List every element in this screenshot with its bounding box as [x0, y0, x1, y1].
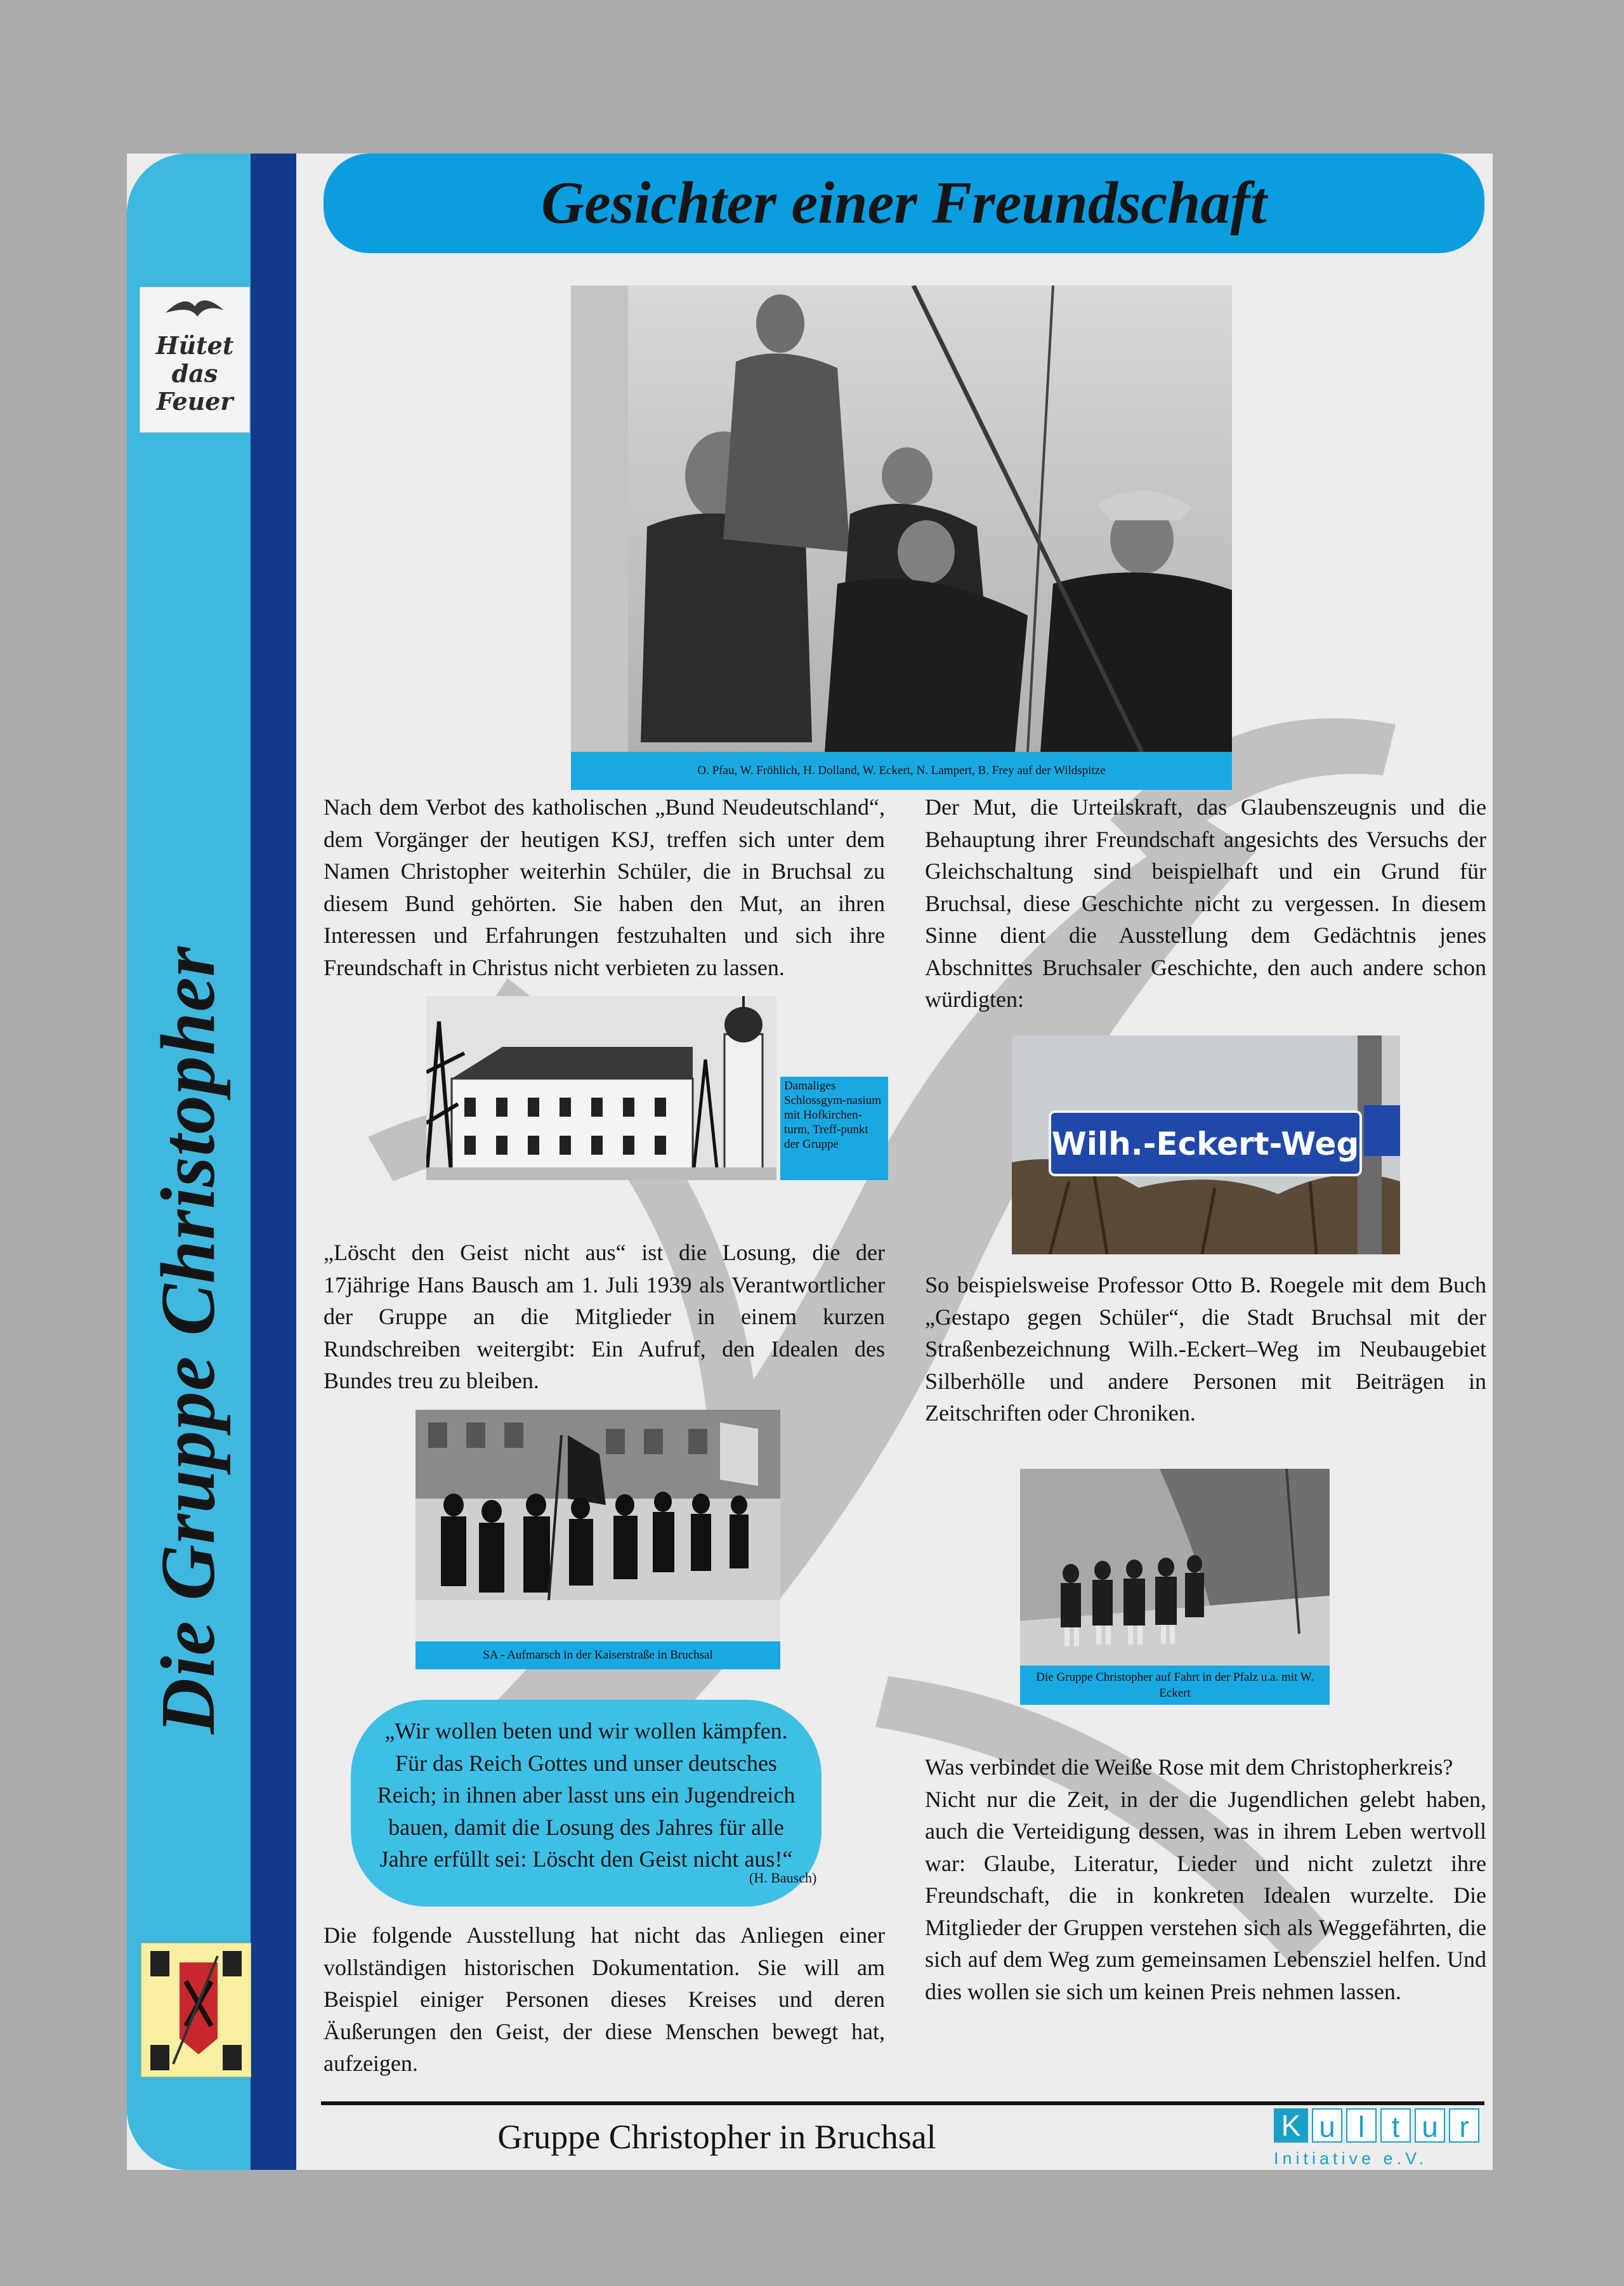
photo-sa-aufmarsch — [416, 1410, 780, 1641]
kultur-logo-letter: u — [1415, 2108, 1445, 2143]
page-title: Gesichter einer Freundschaft — [541, 170, 1267, 236]
kultur-logo-letter: l — [1346, 2108, 1377, 2143]
left-paragraph-2-text: „Löscht den Geist nicht aus“ ist die Losung, die der 17jährige Hans Bausch am 1. Juli 1939 als Verantwortlicher der Gruppe an die Mitglieder in einem kurzen Rundschreiben weitergibt: Ein Aufruf, den Idealen des Bundes treu zu bleiben. — [324, 1240, 885, 1393]
right-paragraph-3-question: Was verbindet die Weiße Rose mit dem Christopherkreis? — [925, 1754, 1453, 1780]
feuer-logo — [140, 287, 250, 433]
kultur-logo-letter: t — [1380, 2108, 1411, 2143]
right-paragraph-1 — [925, 791, 1486, 1016]
photo-caption-schlossgymnasium: Damaliges Schlossgym-nasium mit Hofkirchen-turm, Treff-punkt der Gruppe — [780, 1077, 888, 1180]
quote-text: „Wir wollen beten und wir wollen kämpfen. Für das Reich Gottes und unser deutsches Reich; in ihnen aber lasst uns ein Jugendreich bauen, damit die Losung des Jahres für alle Jahre erfüllt sei: Löscht den Geist nicht aus!“ — [377, 1718, 796, 1872]
left-paragraph-3 — [324, 1919, 885, 2080]
left-paragraph-1-text: Nach dem Verbot des katholischen „Bund Neudeutschland“, dem Vorgänger der heutigen KSJ, treffen sich unter dem Namen Christopher weiterhin Schüler, die in Bruchsal zu diesem Bund gehörten. Sie haben den Mut, an ihren Interessen und Erfahrungen festzuhalten und sich ihre Freundschaft in Christus nicht verbieten zu lassen. — [324, 794, 885, 980]
left-paragraph-2 — [324, 1237, 885, 1397]
right-paragraph-2 — [925, 1269, 1486, 1429]
side-band-navy — [251, 154, 296, 2170]
left-paragraph-3-text: Die folgende Ausstellung hat nicht das Anliegen einer vollständigen historischen Dokumentation. Sie will am Beispiel einiger Personen dieses Kreises und deren Äußerungen den Geist, der diese Menschen bewegt hat, aufzeigen. — [324, 1922, 885, 2076]
poster — [127, 154, 1493, 2170]
kultur-logo-letter: u — [1312, 2108, 1342, 2143]
kultur-logo-letter: K — [1274, 2108, 1308, 2143]
kultur-logo-letter: r — [1449, 2108, 1479, 2143]
coat-of-arms — [141, 1943, 251, 2077]
photo-caption-pfalz-fahrt: Die Gruppe Christopher auf Fahrt in der Pfalz u.a. mit W. Eckert — [1020, 1665, 1330, 1705]
right-paragraph-1-text: Der Mut, die Urteilskraft, das Glaubenszeugnis und die Behauptung ihrer Freundschaft angesichts des Versuchs der Gleichschaltung sind beispielhaft und ein Grund für Bruchsal, diese Geschichte nicht zu vergessen. In diesem Sinne dient die Ausstellung dem Gedächtnis jenes Abschnittes Bruchsaler Geschichte, den auch andere schon würdigten: — [925, 794, 1486, 1012]
footer-text: Gruppe Christopher in Bruchsal — [497, 2118, 936, 2156]
right-paragraph-2-text: So beispielsweise Professor Otto B. Roegele mit dem Buch „Gestapo gegen Schüler“, die Stadt Bruchsal mit der Straßenbezeichnung Wilh.-Eckert–Weg im Neubaugebiet Silberhölle und andere Personen mit Beiträgen in Zeitschriften oder Chroniken. — [925, 1272, 1486, 1426]
bird-icon — [140, 287, 249, 332]
coat-of-arms-icon — [141, 1943, 251, 2077]
title-bar — [324, 154, 1484, 253]
side-title: Die Gruppe Christopher — [145, 945, 231, 1735]
photo-pfalz-fahrt — [1020, 1469, 1330, 1665]
right-paragraph-3 — [925, 1751, 1486, 2007]
kultur-logo-subtitle: Initiative e.V. — [1274, 2149, 1428, 2168]
street-sign-text: Wilh.-Eckert-Weg — [1051, 1126, 1359, 1162]
photo-wildspitze — [571, 286, 1232, 752]
quote-bubble — [351, 1700, 822, 1907]
logo-text: Hütet das Feuer — [155, 331, 234, 416]
quote-attribution: (H. Bausch) — [749, 1870, 817, 1886]
photo-caption-wildspitze: O. Pfau, W. Fröhlich, H. Dolland, W. Eckert, N. Lampert, B. Frey auf der Wildspitze — [571, 752, 1232, 790]
kultur-logo — [1274, 2105, 1493, 2170]
right-paragraph-3-text: Nicht nur die Zeit, in der die Jugendlichen gelebt haben, auch die Verteidigung dessen, was in ihrem Leben wertvoll war: Glaube, Literatur, Lieder und nicht zuletzt ihre Freundschaft, die in konkreten Idealen wurzelte. Die Mitglieder der Gruppen verstehen sich als Weggefährten, die sich auf dem Weg zum gemeinsamen Lebensziel helfen. Und dies wollen sie sich um keinen Preis nehmen lassen. — [925, 1786, 1486, 2004]
photo-caption-sa-aufmarsch: SA - Aufmarsch in der Kaiserstraße in Bruchsal — [416, 1641, 780, 1669]
left-paragraph-1 — [324, 791, 885, 983]
photo-schlossgymnasium — [426, 996, 776, 1180]
photo-street-sign — [1012, 1035, 1400, 1254]
